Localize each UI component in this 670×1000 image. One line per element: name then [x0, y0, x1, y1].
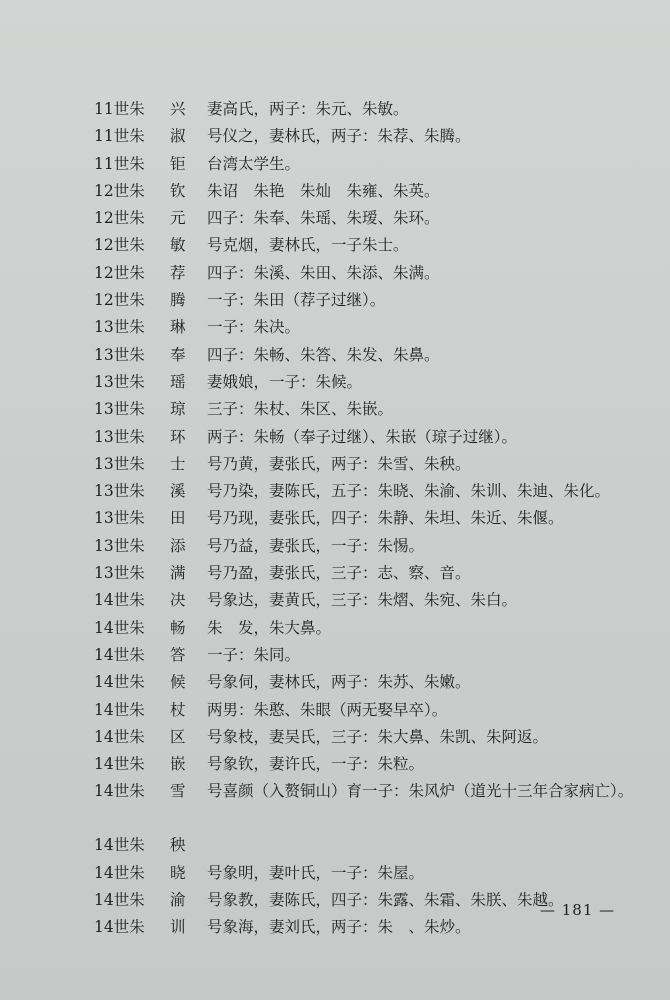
- entry-description: 号喜颜（入赘铜山）育一子：朱风炉（道光十三年合家病亡）。: [207, 782, 634, 801]
- generation-label: 11世朱: [94, 100, 145, 118]
- list-item: [94, 832, 654, 859]
- generation-label: 14世朱: [94, 618, 145, 637]
- person-name: 畅: [170, 618, 186, 637]
- entry-description: 一子：朱同。: [207, 645, 301, 664]
- generation-label: 14世朱: [94, 591, 145, 610]
- entry-description: 三子：朱杖、朱区、朱嵌。: [207, 400, 394, 419]
- person-name: 秧: [170, 836, 186, 855]
- list-item: [94, 260, 654, 287]
- generation-label: 11世朱: [94, 154, 145, 173]
- person-name: 决: [170, 591, 186, 610]
- entry-description: 号乃黄，妻张氏，两子：朱雪、朱秧。: [207, 454, 471, 473]
- entry-description: 四子：朱奉、朱瑶、朱瑷、朱环。: [207, 209, 440, 228]
- person-name: 添: [170, 536, 186, 555]
- person-name: 腾: [170, 291, 186, 310]
- generation-label: 14世朱: [94, 836, 145, 855]
- list-item: [94, 396, 654, 423]
- generation-label: 13世朱: [94, 454, 145, 473]
- person-name: 杖: [170, 700, 186, 719]
- person-name: 士: [170, 454, 186, 473]
- list-item: [94, 314, 654, 341]
- entry-description: 号乃盈，妻张氏，三子：志、察、音。: [207, 564, 471, 583]
- list-item: [94, 123, 654, 150]
- entry-description: 号乃益，妻张氏，一子：朱惕。: [207, 536, 425, 555]
- entry-description: 一子：朱决。: [207, 318, 301, 337]
- entry-description: 号象枝，妻吴氏，三子：朱大鼻、朱凯、朱阿返。: [207, 727, 549, 746]
- person-name: 淑: [170, 127, 186, 146]
- generation-label: 13世朱: [94, 482, 145, 501]
- entry-description: 号乃染，妻陈氏，五子：朱晓、朱渝、朱训、朱迪、朱化。: [207, 482, 611, 501]
- entry-description: 两男：朱憨、朱眼（两无娶早卒）。: [207, 700, 448, 719]
- person-name: 钜: [170, 154, 186, 173]
- list-item: [94, 424, 654, 451]
- generation-label: 11世朱: [94, 127, 145, 146]
- entry-description: 妻娥娘，一子：朱候。: [207, 372, 363, 391]
- generation-label: 13世朱: [94, 564, 145, 583]
- generation-label: 13世朱: [94, 400, 145, 419]
- list-item: [94, 669, 654, 696]
- person-name: 候: [170, 673, 186, 692]
- generation-label: 14世朱: [94, 891, 145, 910]
- entry-description: 台湾太学生。: [207, 154, 301, 173]
- list-item: [94, 505, 654, 532]
- generation-label: 13世朱: [94, 509, 145, 528]
- list-item: [94, 178, 654, 205]
- list-item: [94, 478, 654, 505]
- list-item: [94, 724, 654, 751]
- person-name: 瑶: [170, 372, 186, 391]
- list-item: [94, 615, 654, 642]
- entry-description: 号象明，妻叶氏，一子：朱屋。: [207, 863, 425, 882]
- entry-description: 四子：朱畅、朱答、朱发、朱鼻。: [207, 345, 440, 364]
- person-name: 嵌: [170, 755, 186, 774]
- entry-description: 号克烟，妻林氏，一子朱士。: [207, 236, 409, 255]
- generation-label: 14世朱: [94, 645, 145, 664]
- entry-description: 四子：朱溪、朱田、朱添、朱满。: [207, 263, 440, 282]
- list-item: [94, 860, 654, 887]
- entry-description: 号象海，妻刘氏，两子：朱 、朱炒。: [207, 918, 471, 937]
- generation-label: 12世朱: [94, 263, 145, 282]
- person-name: 奉: [170, 345, 186, 364]
- generation-label: 12世朱: [94, 291, 145, 310]
- list-item: [94, 451, 654, 478]
- person-name: 训: [170, 918, 186, 937]
- generation-label: 12世朱: [94, 181, 145, 200]
- entry-description: 朱 发，朱大鼻。: [207, 618, 332, 637]
- generation-label: 13世朱: [94, 345, 145, 364]
- list-item: [94, 151, 654, 178]
- entry-description: 号象伺，妻林氏，两子：朱苏、朱嫩。: [207, 673, 471, 692]
- generation-label: 13世朱: [94, 372, 145, 391]
- generation-label: 14世朱: [94, 918, 145, 937]
- generation-label: 14世朱: [94, 755, 145, 774]
- person-name: 渝: [170, 891, 186, 910]
- generation-label: 13世朱: [94, 536, 145, 555]
- entry-description: 两子：朱畅（奉子过继）、朱嵌（琼子过继）。: [207, 427, 518, 446]
- person-name: 琼: [170, 400, 186, 419]
- generation-label: 14世朱: [94, 727, 145, 746]
- person-name: 琳: [170, 318, 186, 337]
- list-item: [94, 287, 654, 314]
- page-number: — 181 —: [540, 901, 616, 919]
- entry-description: 号象钦，妻许氏，一子：朱粒。: [207, 755, 425, 774]
- person-name: 环: [170, 427, 186, 446]
- list-item: [94, 232, 654, 259]
- generation-label: 14世朱: [94, 673, 145, 692]
- list-item: [94, 205, 654, 232]
- list-item: [94, 369, 654, 396]
- generation-label: 14世朱: [94, 863, 145, 882]
- person-name: 溪: [170, 482, 186, 501]
- list-item: [94, 533, 654, 560]
- person-name: 兴: [170, 100, 186, 118]
- person-name: 荐: [170, 263, 186, 282]
- entry-description: 一子：朱田（荐子过继）。: [207, 291, 386, 310]
- person-name: 满: [170, 564, 186, 583]
- entry-description: 号象达，妻黄氏，三子：朱熠、朱宛、朱白。: [207, 591, 518, 610]
- list-item: [94, 96, 654, 123]
- person-name: 田: [170, 509, 186, 528]
- person-name: 雪: [170, 782, 186, 801]
- generation-label: 13世朱: [94, 427, 145, 446]
- list-item: [94, 697, 654, 724]
- list-item: [94, 751, 654, 778]
- generation-label: 12世朱: [94, 236, 145, 255]
- list-item: [94, 587, 654, 614]
- person-name: 区: [170, 727, 186, 746]
- list-item: [94, 560, 654, 587]
- person-name: 元: [170, 209, 186, 228]
- list-item: [94, 342, 654, 369]
- generation-label: 12世朱: [94, 209, 145, 228]
- person-name: 晓: [170, 863, 186, 882]
- generation-label: 14世朱: [94, 700, 145, 719]
- person-name: 钦: [170, 181, 186, 200]
- entry-description: 朱诏 朱艳 朱灿 朱雍、朱英。: [207, 181, 440, 200]
- person-name: 答: [170, 645, 186, 664]
- person-name: 敏: [170, 236, 186, 255]
- entry-description: 号象教，妻陈氏，四子：朱露、朱霜、朱朕、朱越。: [207, 891, 564, 910]
- list-item: [94, 642, 654, 669]
- generation-label: 13世朱: [94, 318, 145, 337]
- entry-description: 号仪之，妻林氏，两子：朱荐、朱腾。: [207, 127, 471, 146]
- entry-description: 号乃现，妻张氏，四子：朱静、朱坦、朱近、朱偃。: [207, 509, 564, 528]
- entry-description: 妻高氏，两子：朱元、朱敏。: [207, 100, 409, 118]
- genealogy-list: [94, 96, 654, 942]
- generation-label: 14世朱: [94, 782, 145, 801]
- list-item: [94, 778, 654, 832]
